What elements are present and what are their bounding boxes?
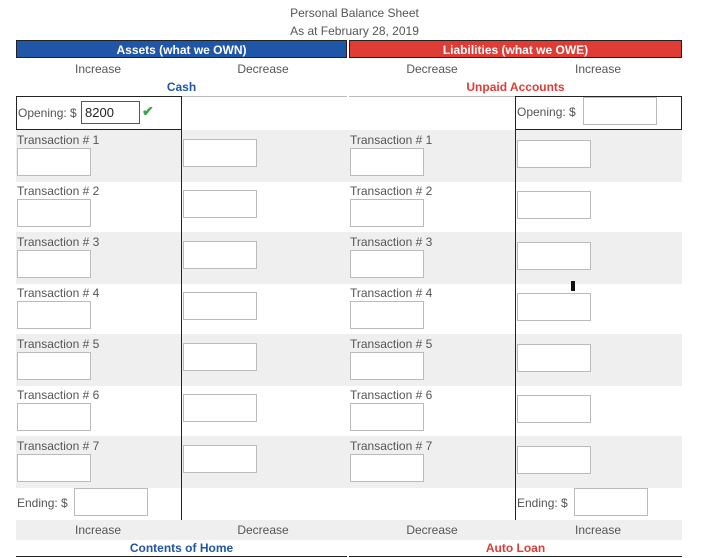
liabilities-increase-input-3[interactable] — [517, 242, 591, 270]
assets-next-account-title: Contents of Home — [129, 541, 234, 555]
assets-increase-label: Increase — [74, 62, 122, 76]
assets-opening-left-line — [16, 96, 17, 130]
assets-transaction-label: Transaction # 6 — [17, 388, 100, 402]
sheet-date: As at February 28, 2019 — [290, 24, 419, 38]
assets-increase-input-2[interactable] — [17, 199, 91, 227]
assets-t-divider — [181, 96, 182, 520]
liabilities-increase-input-6[interactable] — [517, 395, 591, 423]
liabilities-next-rule — [349, 556, 682, 557]
liabilities-transaction-label: Transaction # 7 — [350, 439, 433, 453]
liabilities-account-title: Unpaid Accounts — [466, 80, 565, 94]
liabilities-next-increase-label: Increase — [574, 523, 622, 537]
assets-increase-input-5[interactable] — [17, 352, 91, 380]
liabilities-decrease-input-1[interactable] — [350, 148, 424, 176]
sheet-title: Personal Balance Sheet — [290, 6, 419, 20]
assets-ending-input[interactable] — [74, 488, 148, 516]
assets-increase-input-4[interactable] — [17, 301, 91, 329]
liabilities-increase-input-4[interactable] — [517, 293, 591, 321]
liabilities-increase-label: Increase — [574, 62, 622, 76]
liabilities-opening-label: Opening: $ — [517, 105, 576, 119]
liabilities-decrease-label: Decrease — [406, 62, 458, 76]
liabilities-ending-label: Ending: $ — [517, 496, 568, 510]
assets-next-decrease-label: Decrease — [237, 523, 289, 537]
assets-transaction-label: Transaction # 4 — [17, 286, 100, 300]
assets-opening-top-line — [16, 96, 181, 97]
liabilities-ending-input[interactable] — [574, 488, 648, 516]
liabilities-transaction-label: Transaction # 2 — [350, 184, 433, 198]
assets-ending-label: Ending: $ — [17, 496, 68, 510]
text-cursor-icon — [571, 281, 575, 291]
liabilities-transaction-label: Transaction # 3 — [350, 235, 433, 249]
liabilities-increase-input-5[interactable] — [517, 344, 591, 372]
liabilities-transaction-label: Transaction # 4 — [350, 286, 433, 300]
liabilities-transaction-label: Transaction # 6 — [350, 388, 433, 402]
liabilities-increase-input-2[interactable] — [517, 191, 591, 219]
assets-opening-bottom-line — [16, 129, 181, 130]
assets-increase-input-6[interactable] — [17, 403, 91, 431]
assets-decrease-input-5[interactable] — [183, 343, 257, 371]
assets-transaction-label: Transaction # 3 — [17, 235, 100, 249]
assets-transaction-label: Transaction # 2 — [17, 184, 100, 198]
liabilities-header: Liabilities (what we OWE) — [349, 40, 682, 58]
assets-increase-input-3[interactable] — [17, 250, 91, 278]
assets-header: Assets (what we OWN) — [16, 40, 347, 58]
assets-opening-label: Opening: $ — [18, 106, 77, 120]
assets-decrease-input-6[interactable] — [183, 394, 257, 422]
assets-account-title: Cash — [166, 80, 197, 94]
assets-transaction-label: Transaction # 1 — [17, 133, 100, 147]
liabilities-decrease-input-2[interactable] — [350, 199, 424, 227]
assets-decrease-input-4[interactable] — [183, 292, 257, 320]
assets-increase-input-7[interactable] — [17, 454, 91, 482]
assets-decrease-input-1[interactable] — [183, 139, 257, 167]
assets-increase-input-1[interactable] — [17, 148, 91, 176]
liabilities-decrease-input-7[interactable] — [350, 454, 424, 482]
liabilities-decrease-input-5[interactable] — [350, 352, 424, 380]
assets-transaction-label: Transaction # 5 — [17, 337, 100, 351]
assets-next-rule — [16, 556, 347, 557]
assets-transaction-label: Transaction # 7 — [17, 439, 100, 453]
liabilities-transaction-label: Transaction # 1 — [350, 133, 433, 147]
liabilities-next-account-title: Auto Loan — [485, 541, 546, 555]
check-icon: ✔ — [142, 103, 154, 119]
assets-decrease-label: Decrease — [237, 62, 289, 76]
liabilities-opening-bottom-line — [516, 129, 682, 130]
liabilities-next-decrease-label: Decrease — [406, 523, 458, 537]
liabilities-decrease-input-6[interactable] — [350, 403, 424, 431]
assets-decrease-input-2[interactable] — [183, 190, 257, 218]
assets-decrease-input-7[interactable] — [183, 445, 257, 473]
assets-opening-input[interactable] — [81, 101, 140, 124]
liabilities-transaction-label: Transaction # 5 — [350, 337, 433, 351]
liabilities-decrease-input-4[interactable] — [350, 301, 424, 329]
liabilities-decrease-input-3[interactable] — [350, 250, 424, 278]
liabilities-increase-input-1[interactable] — [517, 140, 591, 168]
liabilities-increase-input-7[interactable] — [517, 446, 591, 474]
liabilities-t-divider — [515, 96, 516, 520]
assets-decrease-input-3[interactable] — [183, 241, 257, 269]
liabilities-opening-input[interactable] — [583, 97, 657, 125]
assets-next-increase-label: Increase — [74, 523, 122, 537]
liabilities-opening-right-line — [681, 96, 682, 130]
